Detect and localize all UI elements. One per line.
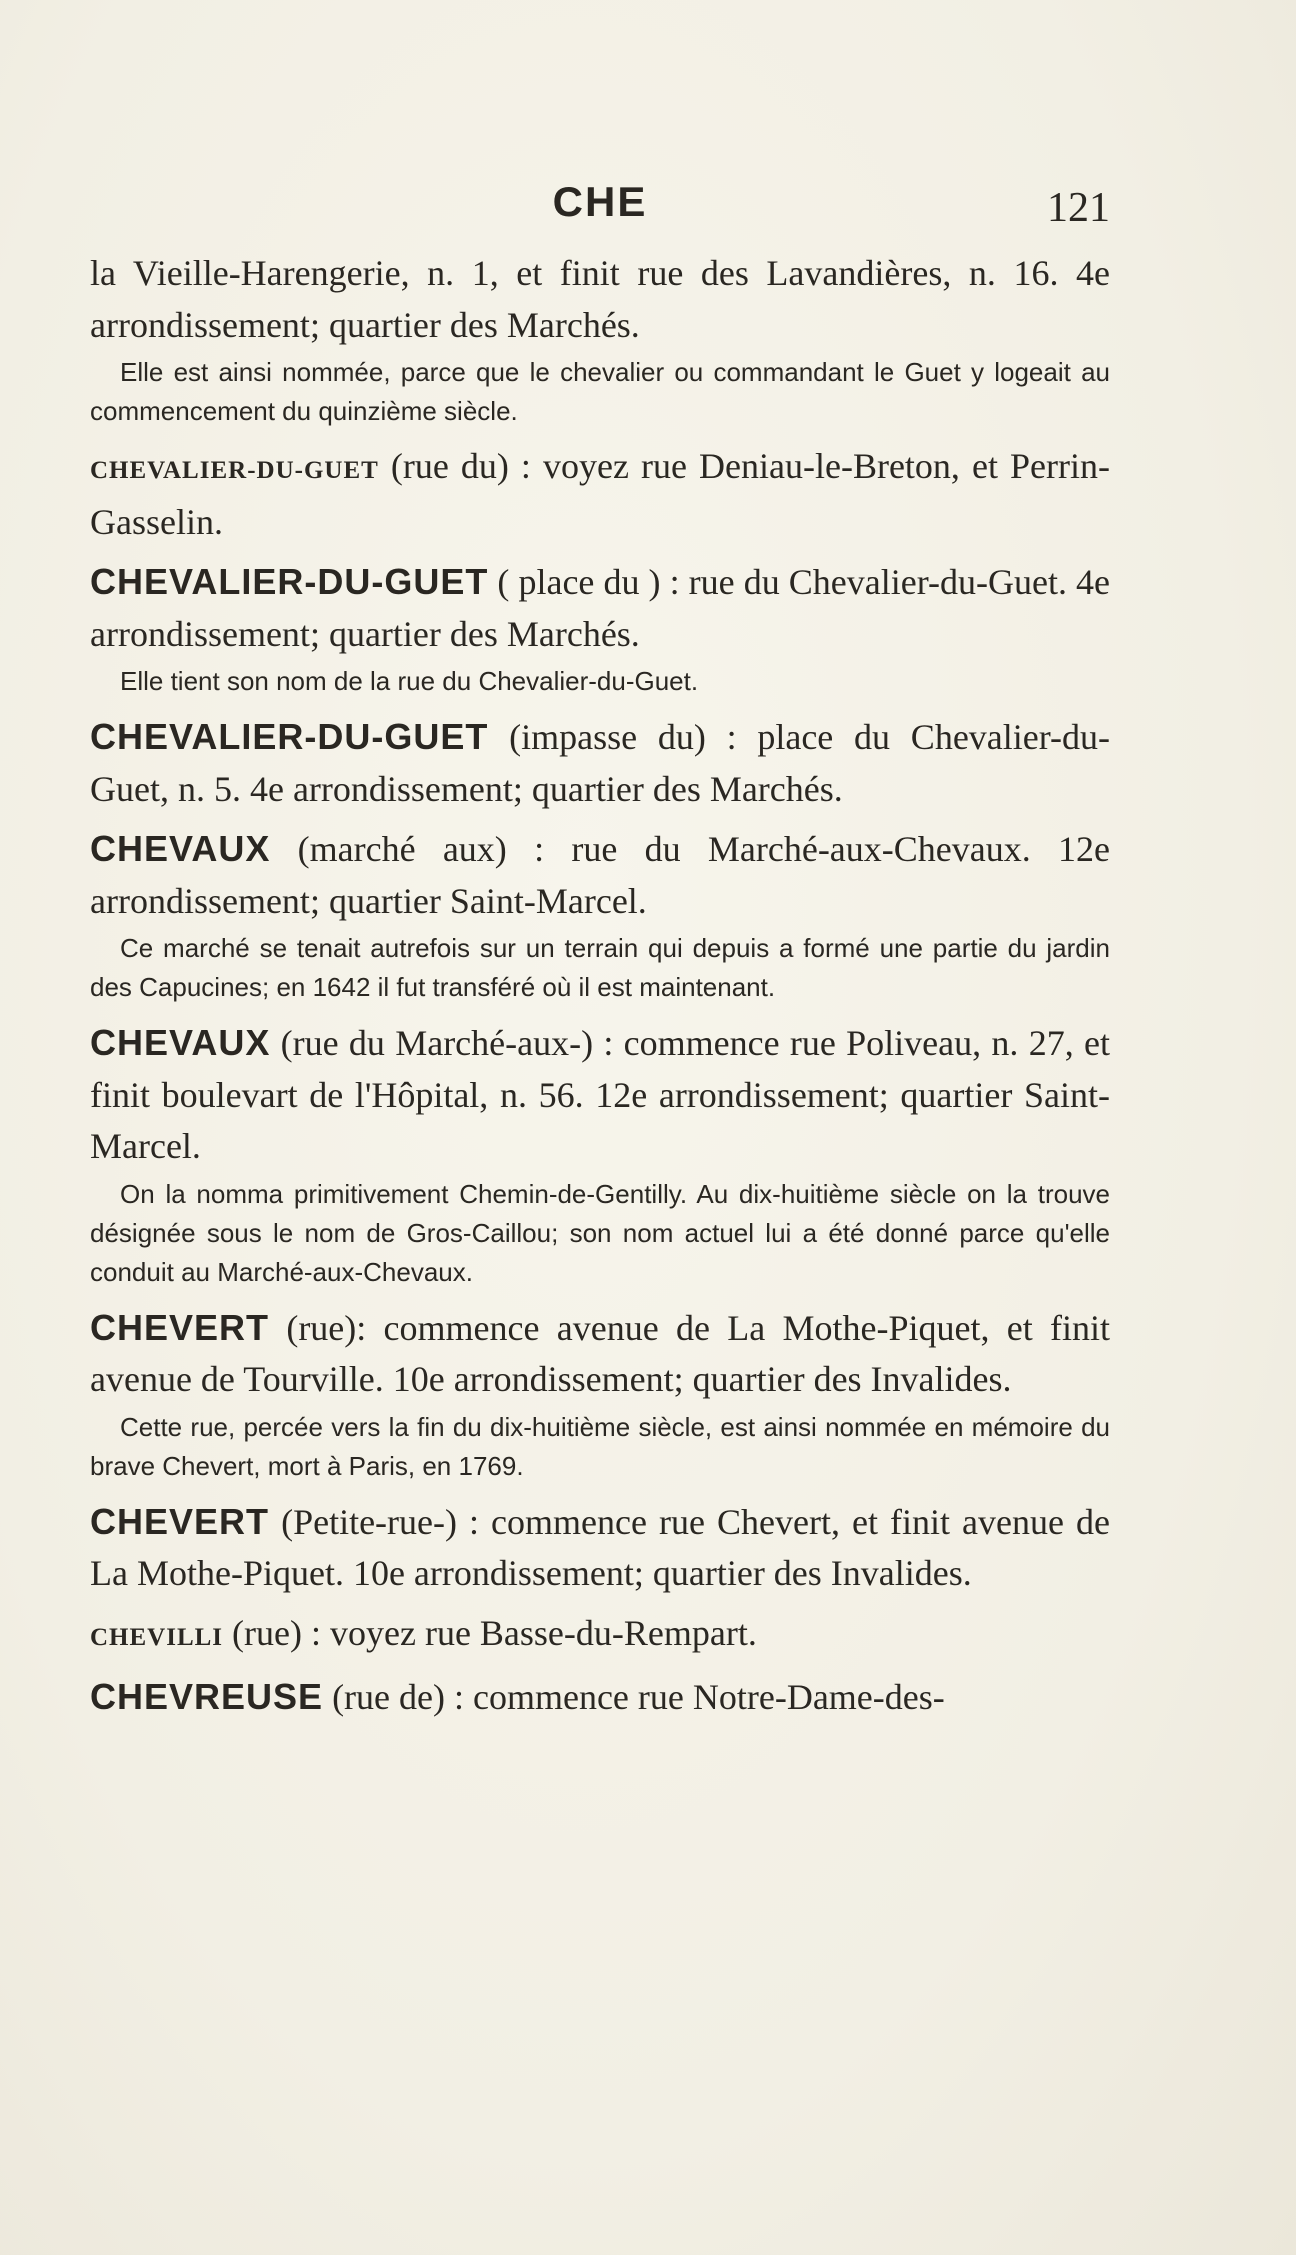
entry-text: (rue de) : commence rue Notre-Dame-des- (332, 1677, 945, 1717)
entry-text: (rue) : voyez rue Basse-du-Rempart. (232, 1612, 757, 1653)
entry-headword: CHEVALIER-DU-GUET (90, 561, 489, 602)
entry-text: (rue): commence avenue de La Mothe-Piquet, et finit avenue de Tourville. 10e arrondissement; quartier des Invalides. (90, 1307, 1111, 1399)
entry (90, 711, 1110, 815)
entry-headword: CHEVAUX (90, 1022, 271, 1063)
entry-headword: CHEVERT (90, 1306, 270, 1348)
entry-headword: CHEVILLI (90, 1623, 224, 1651)
dictionary-text (90, 248, 1110, 1724)
entry (90, 1017, 1110, 1173)
entry (90, 823, 1110, 927)
entry-continuation (90, 248, 1110, 351)
entry (90, 441, 1110, 548)
entry-text: (marché aux) : rue du Marché-aux-Chevaux. 12e arrondissement; quartier Saint-Marcel. (90, 829, 1111, 921)
running-title: CHE (552, 178, 648, 225)
entry (90, 1496, 1110, 1600)
entry-note: Cette rue, percée vers la fin du dix-huitième siècle, est ainsi nommée en mémoire du brave Chevert, mort à Paris, en 1769. (90, 1411, 1110, 1481)
entry-text: (rue du) : voyez rue Deniau-le-Breton, et Perrin-Gasselin. (90, 446, 1110, 542)
entry-note: Ce marché se tenait autrefois sur un terrain qui depuis a formé une partie du jardin des Capucines; en 1642 il fut transféré où il est maintenant. (90, 933, 1110, 1002)
entry (90, 1671, 1110, 1724)
entry (90, 1608, 1110, 1664)
entry-note: On la nomma primitivement Chemin-de-Gentilly. Au dix-huitième siècle on la trouve désignée sous le nom de Gros-Caillou; son nom actuel lui a été donné parce qu'elle conduit au Marché-aux-Chevaux. (90, 1178, 1110, 1287)
entry-text: (rue du Marché-aux-) : commence rue Poliveau, n. 27, et finit boulevart de l'Hôpital, n. 56. 12e arrondissement; quartier Saint-Marcel. (90, 1023, 1110, 1166)
entry-text: (impasse du) : place du Chevalier-du-Guet, n. 5. 4e arrondissement; quartier des Marchés. (90, 717, 1111, 809)
entry-text: (Petite-rue-) : commence rue Chevert, et finit avenue de La Mothe-Piquet. 10e arrondissement; quartier des Invalides. (90, 1501, 1111, 1593)
entry-note: Elle tient son nom de la rue du Chevalier-du-Guet. (120, 666, 699, 696)
entry-text: la Vieille-Harengerie, n. 1, et finit rue des Lavandières, n. 16. 4e arrondissement; quartier des Marchés. (90, 253, 1110, 345)
entry-headword: CHEVALIER-DU-GUET (90, 716, 489, 757)
entry-text: ( place du ) : rue du Chevalier-du-Guet. 4e arrondissement; quartier des Marchés. (90, 562, 1110, 654)
entry-headword: CHEVALIER-DU-GUET (90, 457, 379, 484)
entry-headword: CHEVAUX (90, 828, 271, 869)
running-head (90, 178, 1110, 238)
page-number: 121 (1047, 185, 1110, 231)
entry-headword: CHEVREUSE (90, 1676, 324, 1717)
entry-headword: CHEVERT (90, 1500, 270, 1542)
entry (90, 556, 1110, 660)
entry-note: Elle est ainsi nommée, parce que le chevalier ou commandant le Guet y logeait au commencement du quinzième siècle. (90, 357, 1110, 426)
entry (90, 1302, 1110, 1406)
